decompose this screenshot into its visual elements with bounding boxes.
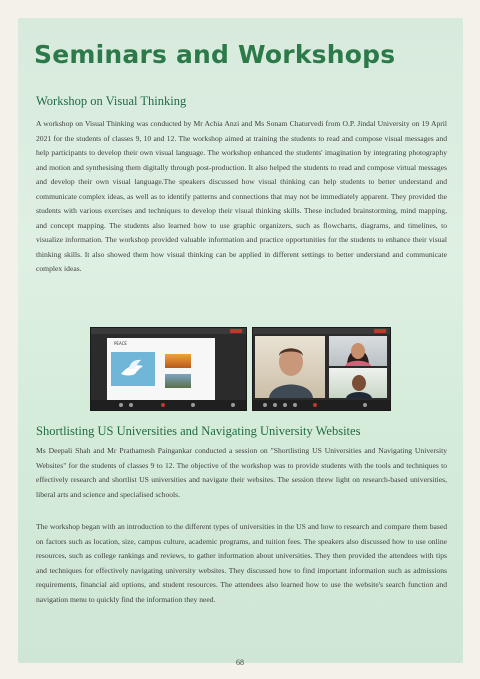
camera-icon[interactable] (273, 403, 277, 407)
participant-tile-woman (329, 336, 387, 366)
page-title: Seminars and Workshops (34, 40, 396, 69)
leave-button-icon (374, 329, 386, 333)
dove-icon (111, 352, 155, 386)
leave-button-icon (230, 329, 242, 333)
workshop-screenshot-slide (90, 327, 247, 411)
section-heading-us-universities: Shortlisting US Universities and Navigating University Websites (36, 424, 361, 438)
chat-icon[interactable] (283, 403, 287, 407)
camera-icon[interactable] (129, 403, 133, 407)
workshop-screenshot-participants (252, 327, 391, 411)
slide-title: PEACE (114, 341, 127, 346)
participant-tile-man (255, 336, 325, 398)
video-call-topbar (253, 328, 390, 334)
mic-icon[interactable] (263, 403, 267, 407)
shared-slide (107, 338, 215, 400)
more-icon[interactable] (363, 403, 367, 407)
paragraph-us-universities-2: The workshop began with an introduction to the different types of universities in the US and how to research and compare them based on factors such as location, size, campus culture, academic programs, and tuition fees. The speakers also discussed how to use online resources, such as college rankings and reviews, to gather information about universities. They then provided the attendees with tips and techniques for effectively navigating university websites. They discussed how to find important information such as admissions requirements, financial aid options, and student resources. The attendees also learned how to use the website's search function and navigation menu to quickly find the information they need. (36, 522, 447, 604)
end-call-icon[interactable] (313, 403, 317, 407)
share-icon[interactable] (191, 403, 195, 407)
people-icon[interactable] (293, 403, 297, 407)
end-call-icon[interactable] (161, 403, 165, 407)
video-call-topbar (91, 328, 246, 334)
mic-icon[interactable] (119, 403, 123, 407)
dove-image (111, 352, 155, 386)
man-avatar (255, 336, 325, 398)
section-heading-visual-thinking: Workshop on Visual Thinking (36, 94, 187, 108)
sunset-thumbnail (165, 354, 191, 368)
landscape-thumbnail (165, 374, 191, 388)
participant-avatar (329, 368, 387, 398)
paragraph-us-universities-1: Ms Deepali Shah and Mr Prathamesh Paingankar conducted a session on "Shortlisting US Universities and Navigating University Websites" for the students of classes 9 to 12. The objective of the workshop was to provide students with the tools and techniques to effectively research and shortlist US universities and navigate their websites. The session threw light on research-based universities, liberal arts and science and specialised schools. (36, 446, 447, 499)
paragraph-visual-thinking: A workshop on Visual Thinking was conducted by Mr Achia Anzi and Ms Sonam Chaturvedi from O.P. Jindal University on 19 April 2021 for the students of classes 9, 10 and 12. The workshop aimed at training the students to read and compose visual messages and help participants to develop their own visual language. The workshop enhanced the students' imagination by integrating photography and motion and synthesising them digitally through post-production. It also helped the students to read and compose virtual messages and develop their own visual language.The speakers discussed how visual thinking can help students to better understand and communicate complex ideas, as well as to identify patterns and connections that may not be immediately apparent. They provided the students with various exercises and techniques to develop their visual thinking skills. These included brainstorming, mind mapping, and concept mapping. The students also learned how to use graphic organizers, such as flowcharts, diagrams, and timelines, to visualize information. The workshop provided valuable information and practice opportunities for the students to enhance their visual thinking skills. It also showed them how visual thinking can be applied in different settings to better understand and communicate complex ideas. (36, 119, 447, 273)
video-call-toolbar (91, 400, 246, 410)
video-call-toolbar (253, 400, 390, 410)
page-number: 68 (236, 658, 244, 667)
woman-avatar (329, 336, 387, 366)
participant-tile-third (329, 368, 387, 398)
more-icon[interactable] (231, 403, 235, 407)
